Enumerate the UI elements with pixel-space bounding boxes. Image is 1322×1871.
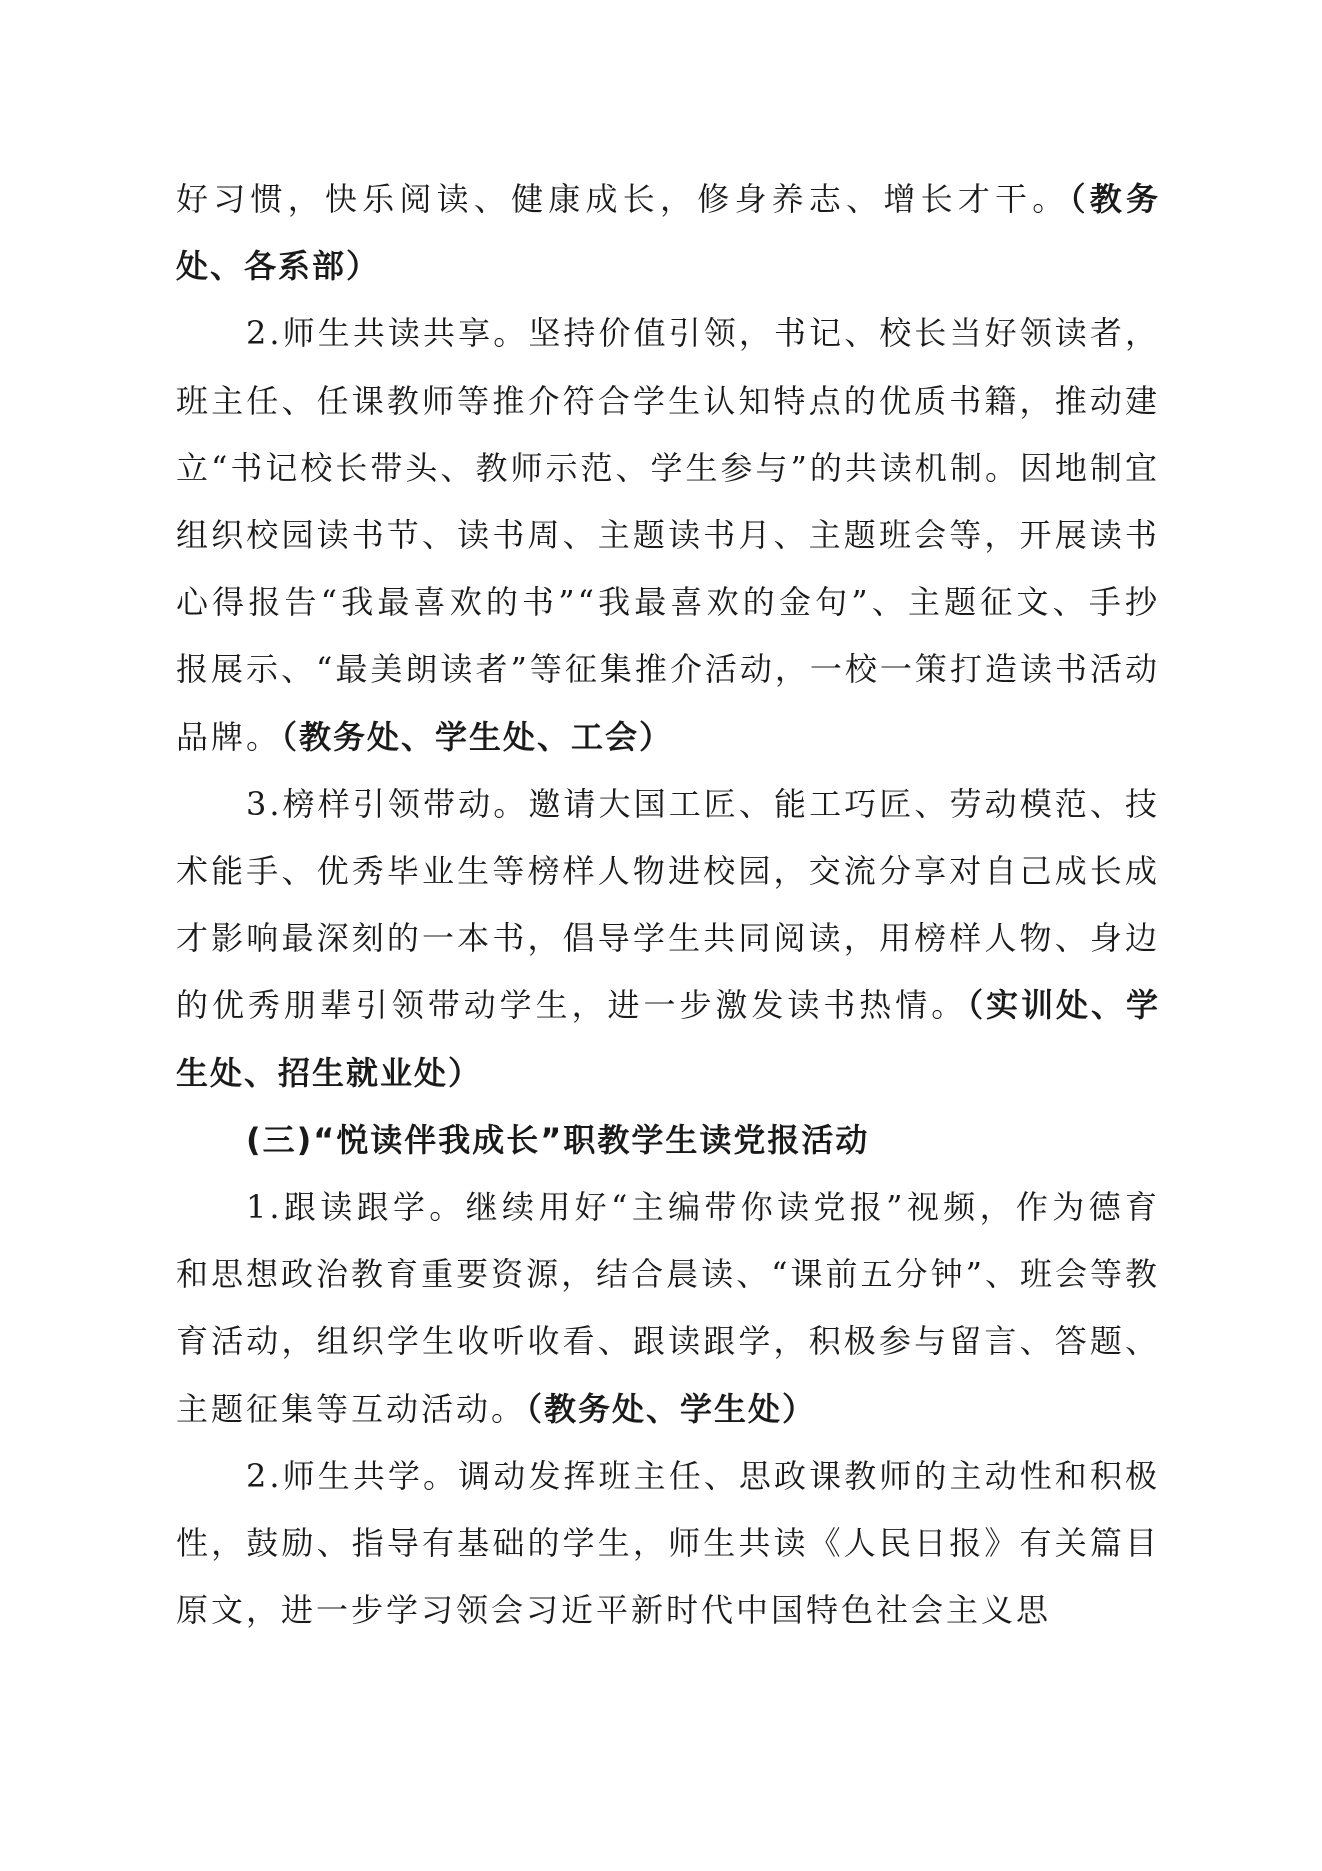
responsible-department: （教务处、各系部） — [176, 180, 1160, 286]
paragraph-text: 3.榜样引领带动。邀请大国工匠、能工巧匠、劳动模范、技术能手、优秀毕业生等榜样人物进校园，交流分享对自己成长成才影响最深刻的一本书，倡导学生共同阅读，用榜样人物、身边的优秀朋辈引领带动学生，进一步激发读书热情。 — [176, 784, 1160, 1025]
responsible-department: （教务处、学生处、工会） — [281, 717, 674, 756]
paragraph-2 — [176, 300, 1160, 770]
paragraph-5 — [176, 1443, 1160, 1645]
paragraph-1 — [176, 166, 1160, 300]
paragraph-4 — [176, 1174, 1160, 1443]
paragraph-text: 好习惯，快乐阅读、健康成长，修身养志、增长才干。 — [176, 180, 1070, 218]
responsible-department: （实训处、学生处、招生就业处） — [176, 986, 1160, 1092]
paragraph-3 — [176, 771, 1160, 1107]
paragraph-text: 1.跟读跟学。继续用好“主编带你读党报”视频，作为德育和思想政治教育重要资源，结合晨读、“课前五分钟”、班会等教育活动，组织学生收听收看、跟读跟学，积极参与留言、答题、主题征集等互动活动。 — [176, 1188, 1160, 1428]
paragraph-text: 2.师生共读共享。坚持价值引领，书记、校长当好领读者，班主任、任课教师等推介符合学生认知特点的优质书籍，推动建立“书记校长带头、教师示范、学生参与”的共读机制。因地制宜组织校园读书节、读书周、主题读书月、主题班会等，开展读书心得报告“我最喜欢的书”“我最喜欢的金句”、主题征文、手抄报展示、“最美朗读者”等征集推介活动，一校一策打造读书活动品牌。 — [176, 314, 1160, 756]
section-heading: (三)“悦读伴我成长”职教学生读党报活动 — [246, 1120, 870, 1159]
document-body — [176, 166, 1160, 1644]
paragraph-text: 2.师生共学。调动发挥班主任、思政课教师的主动性和积极性，鼓励、指导有基础的学生，师生共读《人民日报》有关篇目原文，进一步学习领会习近平新时代中国特色社会主义思 — [176, 1456, 1160, 1630]
responsible-department: （教务处、学生处） — [526, 1389, 817, 1428]
